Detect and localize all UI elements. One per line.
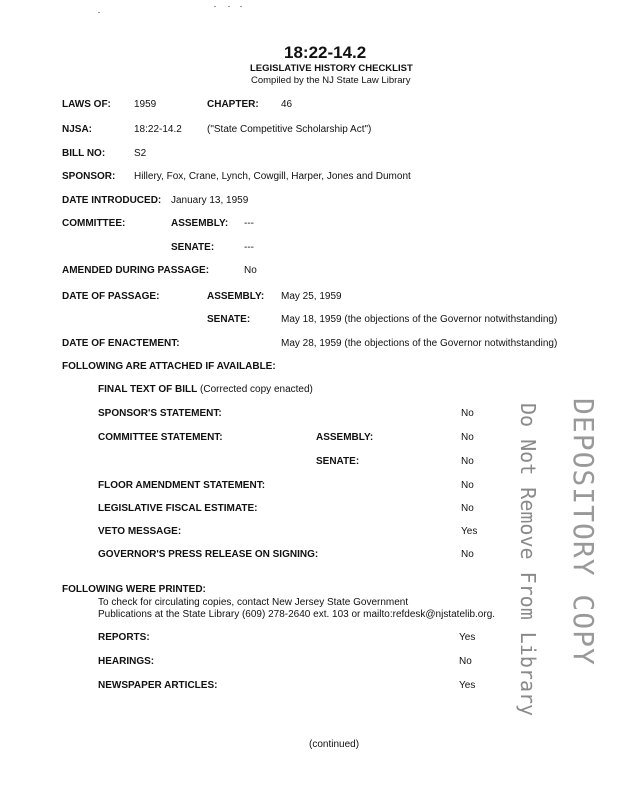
committee-senate-label: SENATE:	[171, 242, 215, 253]
fiscal-estimate-label: LEGISLATIVE FISCAL ESTIMATE:	[98, 503, 258, 514]
newspaper-value: Yes	[459, 680, 476, 691]
committee-senate-value: ---	[244, 242, 254, 253]
sponsor-statement-value: No	[461, 408, 474, 419]
passage-label: DATE OF PASSAGE:	[62, 291, 160, 302]
sponsor-statement-label: SPONSOR'S STATEMENT:	[98, 408, 222, 419]
enactment-label: DATE OF ENACTEMENT:	[62, 338, 180, 349]
floor-amendment-value: No	[461, 480, 474, 491]
final-text-note: (Corrected copy enacted)	[200, 384, 313, 395]
fiscal-estimate-value: No	[461, 503, 474, 514]
njsa-name: ("State Competitive Scholarship Act")	[207, 124, 372, 135]
committee-assembly-label: ASSEMBLY:	[171, 218, 229, 229]
reports-value: Yes	[459, 632, 476, 643]
passage-senate-label: SENATE:	[207, 314, 251, 325]
laws-of-value: 1959	[134, 99, 157, 110]
scan-speck	[240, 6, 242, 7]
press-release-label: GOVERNOR'S PRESS RELEASE ON SIGNING:	[98, 549, 319, 560]
committee-statement-senate-label: SENATE:	[316, 456, 360, 467]
hearings-label: HEARINGS:	[98, 656, 155, 667]
njsa-value: 18:22-14.2	[134, 124, 182, 135]
reports-label: REPORTS:	[98, 632, 150, 643]
passage-assembly-label: ASSEMBLY:	[207, 291, 265, 302]
press-release-value: No	[461, 549, 474, 560]
scan-speck	[214, 6, 216, 7]
page-title: 18:22-14.2	[284, 43, 367, 62]
njsa-label: NJSA:	[62, 124, 93, 135]
committee-statement-senate-value: No	[461, 456, 474, 467]
committee-statement-assembly-label: ASSEMBLY:	[316, 432, 374, 443]
final-text-label: FINAL TEXT OF BILL	[98, 384, 198, 395]
date-introduced-label: DATE INTRODUCED:	[62, 195, 162, 206]
sponsor-value: Hillery, Fox, Crane, Lynch, Cowgill, Harper, Jones and Dumont	[134, 171, 411, 182]
passage-assembly-value: May 25, 1959	[281, 291, 342, 302]
printed-note-line1: To check for circulating copies, contact New Jersey State Government	[98, 597, 409, 608]
chapter-value: 46	[281, 99, 293, 110]
checklist-heading: LEGISLATIVE HISTORY CHECKLIST	[250, 63, 413, 74]
sponsor-label: SPONSOR:	[62, 171, 116, 182]
attached-heading: FOLLOWING ARE ATTACHED IF AVAILABLE:	[62, 361, 276, 372]
depository-stamp: DEPOSITORY COPY	[567, 398, 600, 666]
committee-assembly-value: ---	[244, 218, 254, 229]
bill-no-value: S2	[134, 148, 147, 159]
committee-statement-assembly-value: No	[461, 432, 474, 443]
amended-label: AMENDED DURING PASSAGE:	[62, 265, 210, 276]
do-not-remove-stamp: Do Not Remove From Library	[516, 403, 540, 717]
passage-senate-value: May 18, 1959 (the objections of the Governor notwithstanding)	[281, 314, 558, 325]
amended-value: No	[244, 265, 257, 276]
newspaper-label: NEWSPAPER ARTICLES:	[98, 680, 218, 691]
hearings-value: No	[459, 656, 472, 667]
veto-label: VETO MESSAGE:	[98, 526, 182, 537]
chapter-label: CHAPTER:	[207, 99, 259, 110]
veto-value: Yes	[461, 526, 478, 537]
committee-statement-label: COMMITTEE STATEMENT:	[98, 432, 223, 443]
laws-of-label: LAWS OF:	[62, 99, 111, 110]
scan-speck	[98, 12, 100, 13]
compiled-by: Compiled by the NJ State Law Library	[251, 75, 411, 86]
final-text-row	[98, 384, 313, 396]
scan-speck	[228, 6, 230, 7]
bill-no-label: BILL NO:	[62, 148, 106, 159]
committee-label: COMMITTEE:	[62, 218, 126, 229]
continued-note: (continued)	[309, 739, 360, 750]
printed-note-line2: Publications at the State Library (609) 278-2640 ext. 103 or mailto:refdesk@njstatelib.org.	[98, 609, 496, 620]
floor-amendment-label: FLOOR AMENDMENT STATEMENT:	[98, 480, 266, 491]
printed-heading: FOLLOWING WERE PRINTED:	[62, 584, 206, 595]
enactment-value: May 28, 1959 (the objections of the Governor notwithstanding)	[281, 338, 558, 349]
date-introduced-value: January 13, 1959	[171, 195, 249, 206]
